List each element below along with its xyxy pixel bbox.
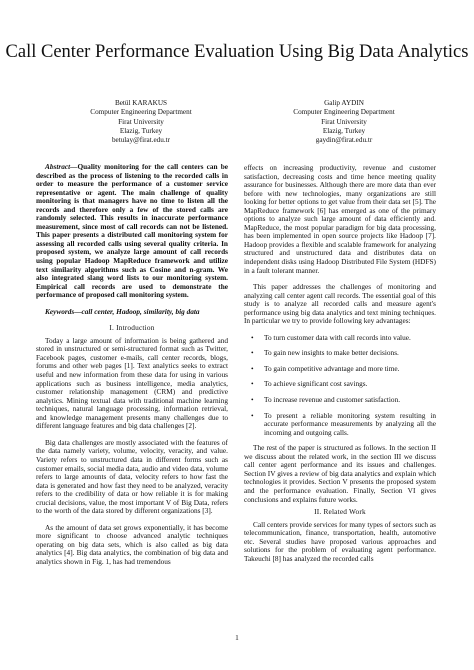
section-heading-introduction: I. Introduction	[109, 323, 155, 333]
author-email: gaydin@firat.edu.tr	[315, 136, 373, 145]
bullet-icon: •	[251, 363, 254, 373]
bullet-icon: •	[251, 332, 254, 342]
left-column	[36, 163, 228, 567]
section-heading-related-work: II. Related Work	[314, 507, 366, 517]
author-city: Elazig, Turkey	[322, 126, 366, 135]
author-block-1	[46, 99, 236, 145]
paper-title: Call Center Performance Evaluation Using Big Data Analytics	[5, 42, 469, 62]
author-email: betulay@firat.edu.tr	[111, 136, 171, 145]
bullet-icon: •	[251, 410, 254, 420]
list-item: • To gain competitive advantage and more time.	[251, 363, 400, 373]
abstract	[36, 163, 228, 300]
list-item: • To gain new insights to make better decisions.	[251, 348, 399, 358]
author-name: Galip AYDIN	[324, 99, 364, 107]
author-department: Computer Engineering Department	[90, 108, 192, 117]
intro-paragraph-3: As the amount of data set grows exponentially, it has become more significant to choose advanced analytic techniques operating on big data sets, which is also called as big data analytics [4]. Big data analytics, the combination of big data and analytics shown in Fig. 1, has had tremendous	[36, 522, 228, 566]
page-number: 1	[235, 633, 239, 642]
bullet-icon: •	[251, 395, 254, 405]
bullet-icon: •	[251, 379, 254, 389]
intro-paragraph-5: This paper addresses the challenges of monitoring and analyzing call center agent call records. The essential goal of this study is to analyze all recorded calls and measure agent's performance using big data analytics and text mining techniques. In particular we try to provide following key advantages:	[244, 282, 436, 326]
author-block-2	[249, 99, 439, 145]
author-city: Elazig, Turkey	[119, 126, 163, 135]
list-item: • To achieve significant cost savings.	[251, 379, 368, 389]
intro-paragraph-1: Today a large amount of information is being gathered and stored in unstructured or semi-structured format such as Twitter, Facebook pages, customer e-mails, call center records, blogs, forums and other web pages [1]. Text analytics seeks to extract useful and new information from these data for using in various applications such as business intelligence, media analytics, customer relationship management (CRM) and predictive analytics. Mining textual data with traditional machine learning techniques, natural language processing, information retrieval, and knowledge management presents many challenges due to different language features and big data challenges [2].	[36, 335, 228, 431]
author-department: Computer Engineering Department	[293, 108, 395, 117]
author-university: Firat University	[321, 117, 367, 126]
bullet-icon: •	[251, 348, 254, 358]
abstract-label: Abstract	[45, 162, 71, 171]
list-item: • To present a reliable monitoring system resulting in accurate performance measurements by analyzing all the incoming and outgoing calls.	[251, 410, 436, 437]
list-item: • To increase revenue and customer satisfaction.	[251, 395, 401, 405]
intro-paragraph-6: The rest of the paper is structured as follows. In the section II we discuss about the related work, in the section III we discuss call center agent performance and its issues and challenges. Section IV gives a review of big data analytics and explain which technologies it provides. Section V presents the proposed system and the performance evaluation. Finally, Section VI gives conclusions and explains future works.	[244, 443, 436, 504]
intro-paragraph-2: Big data challenges are mostly associated with the features of the data namely variety, volume, velocity, veracity, and value. Variety refers to unstructured data in different forms such as customer emails, social media data, audio and video data, volume refers to large amounts of data, velocity refers to how fast the data is generated and how fast they need to be analyzed, veracity refers to the credibility of data or how reliable it is for making crucial decisions, value, the most important V of Big Data, refers to the worth of the data stored by different organizations [3].	[36, 437, 228, 516]
related-work-paragraph-1: Call centers provide services for many types of sectors such as telecommunication, finance, transportation, health, automotive etc. Several studies have proposed various approaches and solutions for the problem of evaluating agent performance. Takeuchi [8] has analyzed the recorded calls	[244, 519, 436, 563]
right-column	[244, 164, 436, 563]
intro-paragraph-4: effects on increasing productivity, revenue and customer satisfaction, decreasing costs and time hence meeting quality assurance for businesses. Although there are more data than ever before with new technologies, many organizations are still looking for better options to get value from their data set [5]. The MapReduce framework [6] has emerged as one of the primary options to analyze such large amount of data efficiently and. MapReduce, the most popular paradigm for big data processing, has been implemented in open source projects like Hadoop [7]. Hadoop provides a flexible and scalable framework for analyzing structured and unstructured data and distributes data on independent disks using Hadoop Distributed File System (HDFS) in a fault tolerant manner.	[244, 163, 436, 275]
list-item: • To turn customer data with call records into value.	[251, 332, 411, 342]
abstract-text: —Quality monitoring for the call centers can be described as the process of listening to the recorded calls in order to measure the performance of a customer service representative or agent. The main challenge of quality monitoring is that managers have no time to listen all the records and therefore only a few of the stored calls are randomly selected. This results in inaccurate performance measurement, since most of call records can not be listened. This paper presents a distributed call monitoring system for assessing all recorded calls using several quality criteria. In proposed system, we analyze large amount of call records using popular Hadoop MapReduce framework and utilize text similarity algorithms such as Cosine and n-gram. We also integrated slang word lists to our monitoring system. Empirical call records are used to demonstrate the performance of proposed call monitoring system.	[36, 162, 228, 300]
author-university: Firat University	[118, 117, 164, 126]
keywords: Keywords—call center, Hadoop, similarity, big data	[45, 306, 200, 316]
author-name: Betül KARAKUS	[114, 99, 168, 107]
advantages-list	[244, 334, 436, 437]
